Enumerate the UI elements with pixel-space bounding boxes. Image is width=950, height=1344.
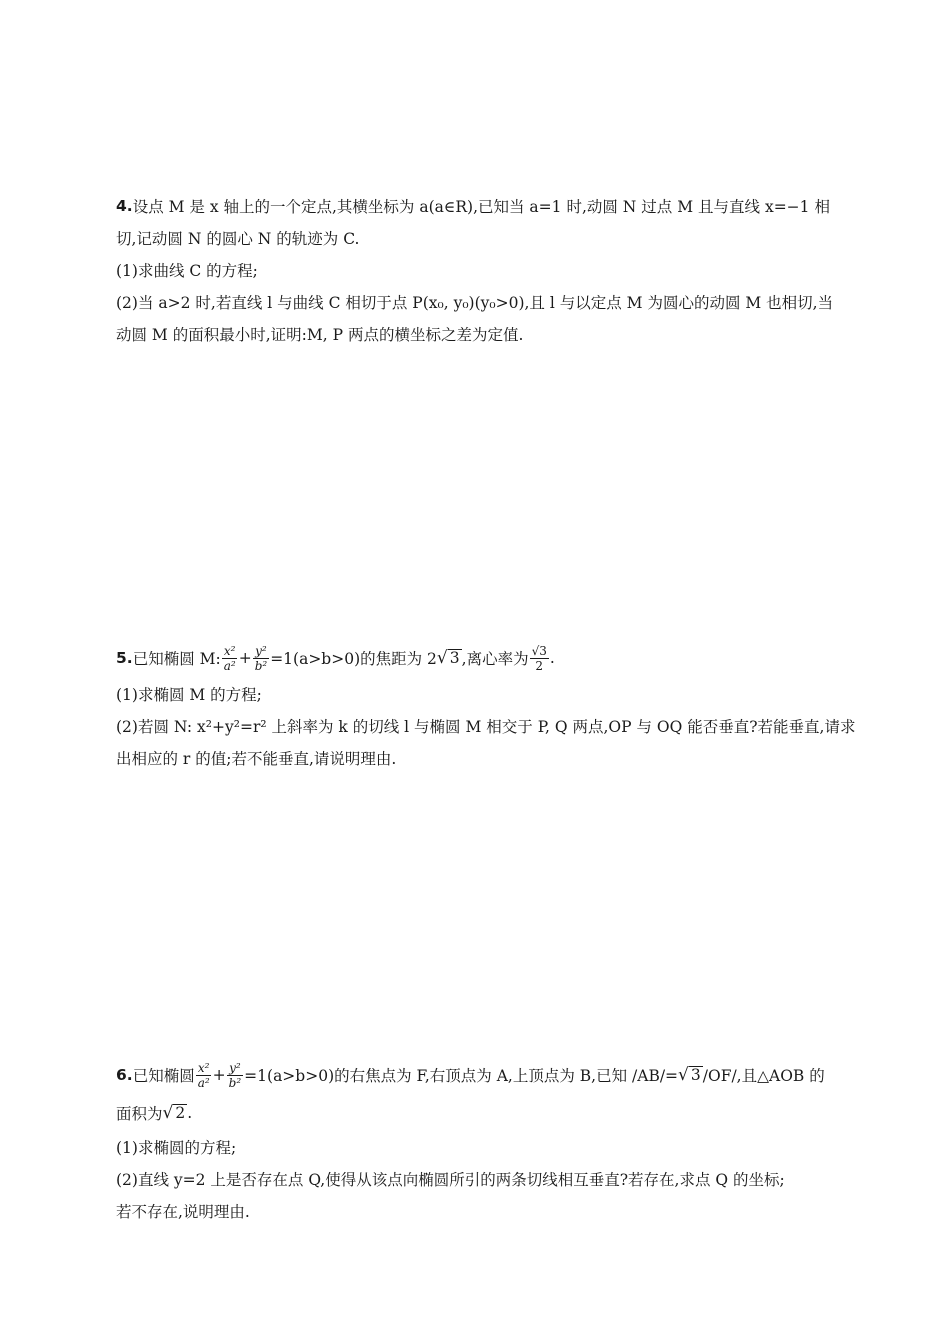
fraction-y2-b2: $\frac{\text{y²}}{\text{b²}}$ xyxy=(254,643,268,673)
problem-number: 6. xyxy=(116,1066,133,1084)
problem-5 xyxy=(116,638,856,774)
problem-6-part-2 xyxy=(116,1163,836,1195)
problem-text: 若不存在,说明理由. xyxy=(116,1203,250,1221)
problem-text: /OF/,且△AOB 的 xyxy=(702,1067,825,1085)
problem-4-line-2 xyxy=(116,222,836,254)
problem-6-part-2-cont xyxy=(116,1195,836,1227)
problem-4-part-2 xyxy=(116,286,836,318)
problem-5-part-2-cont xyxy=(116,742,836,774)
sqrt-3: √ 3 xyxy=(436,648,460,668)
fraction-y2-b2: $\frac{\text{y²}}{\text{b²}}$ xyxy=(228,1060,242,1090)
problem-text: =1(a>b>0)的焦距为 2 xyxy=(270,650,437,668)
problem-6-part-1 xyxy=(116,1131,836,1163)
problem-5-part-2 xyxy=(116,710,856,742)
problem-text: 动圆 M 的面积最小时,证明:M, P 两点的横坐标之差为定值. xyxy=(116,326,524,344)
sqrt-3: √ 3 xyxy=(678,1065,701,1085)
fraction-x2-a2: $\frac{\text{x²}}{\text{a²}}$ xyxy=(223,643,236,673)
problem-text: (2)当 a>2 时,若直线 l 与曲线 C 相切于点 P(x₀, y₀)(y₀>0),且 l 与以定点 M 为圆心的动圆 M 也相切,当 xyxy=(116,294,834,312)
problem-4-line-1 xyxy=(116,190,836,222)
problem-number: 5. xyxy=(116,649,133,667)
problem-text: (1)求椭圆的方程; xyxy=(116,1139,237,1157)
fraction-x2-a2: $\frac{\text{x²}}{\text{a²}}$ xyxy=(197,1060,210,1090)
problem-5-part-1 xyxy=(116,678,836,710)
problem-text: =1(a>b>0)的右焦点为 F,右顶点为 A,上顶点为 B,已知 /AB/= xyxy=(244,1067,679,1085)
problem-text: ,离心率为 xyxy=(461,650,529,668)
problem-text: 已知椭圆 M: xyxy=(132,650,221,668)
problem-number: 4. xyxy=(116,197,133,215)
problem-6-line-2: 面积为 √ 2 . xyxy=(116,1103,193,1123)
problem-5-line-1: 5. 已知椭圆 M: $\frac{\text{x²}}{\text{a²}}$ + $\frac{\text{y²}}{\text{b²}}$ =1(a>b>0)的焦距为 2 √ 3 ,离心率为 $\frac{√3}{2}$ . xyxy=(116,643,555,673)
problem-text: (2)若圆 N: x²+y²=r² 上斜率为 k 的切线 l 与椭圆 M 相交于 P, Q 两点,OP 与 OQ 能否垂直?若能垂直,请求 xyxy=(116,718,856,736)
problem-4-part-2-cont xyxy=(116,318,836,350)
fraction-sqrt3-2: $\frac{√3}{2}$ xyxy=(531,643,547,673)
sqrt-2: √ 2 xyxy=(162,1103,186,1123)
problem-text: 设点 M 是 x 轴上的一个定点,其横坐标为 a(a∈R),已知当 a=1 时,动圆 N 过点 M 且与直线 x=−1 相 xyxy=(132,198,830,216)
problem-6 xyxy=(116,1055,836,1227)
problem-text: (2)直线 y=2 上是否存在点 Q,使得从该点向椭圆所引的两条切线相互垂直?若存在,求点 Q 的坐标; xyxy=(116,1171,785,1189)
problem-text: 已知椭圆 xyxy=(132,1067,195,1085)
problem-text: (1)求椭圆 M 的方程; xyxy=(116,686,262,704)
problem-4-part-1 xyxy=(116,254,836,286)
problem-6-line-1: 6. 已知椭圆 $\frac{\text{x²}}{\text{a²}}$ + $\frac{\text{y²}}{\text{b²}}$ =1(a>b>0)的右焦点为 F,右顶点为 A,上顶点为 B,已知 /AB/= √ 3 /OF/,且△AOB 的 xyxy=(116,1060,825,1090)
problem-4 xyxy=(116,190,836,350)
problem-text: (1)求曲线 C 的方程; xyxy=(116,262,258,280)
problem-text: 切,记动圆 N 的圆心 N 的轨迹为 C. xyxy=(116,230,360,248)
problem-text: 出相应的 r 的值;若不能垂直,请说明理由. xyxy=(116,750,397,768)
problem-text: 面积为 xyxy=(116,1105,163,1123)
